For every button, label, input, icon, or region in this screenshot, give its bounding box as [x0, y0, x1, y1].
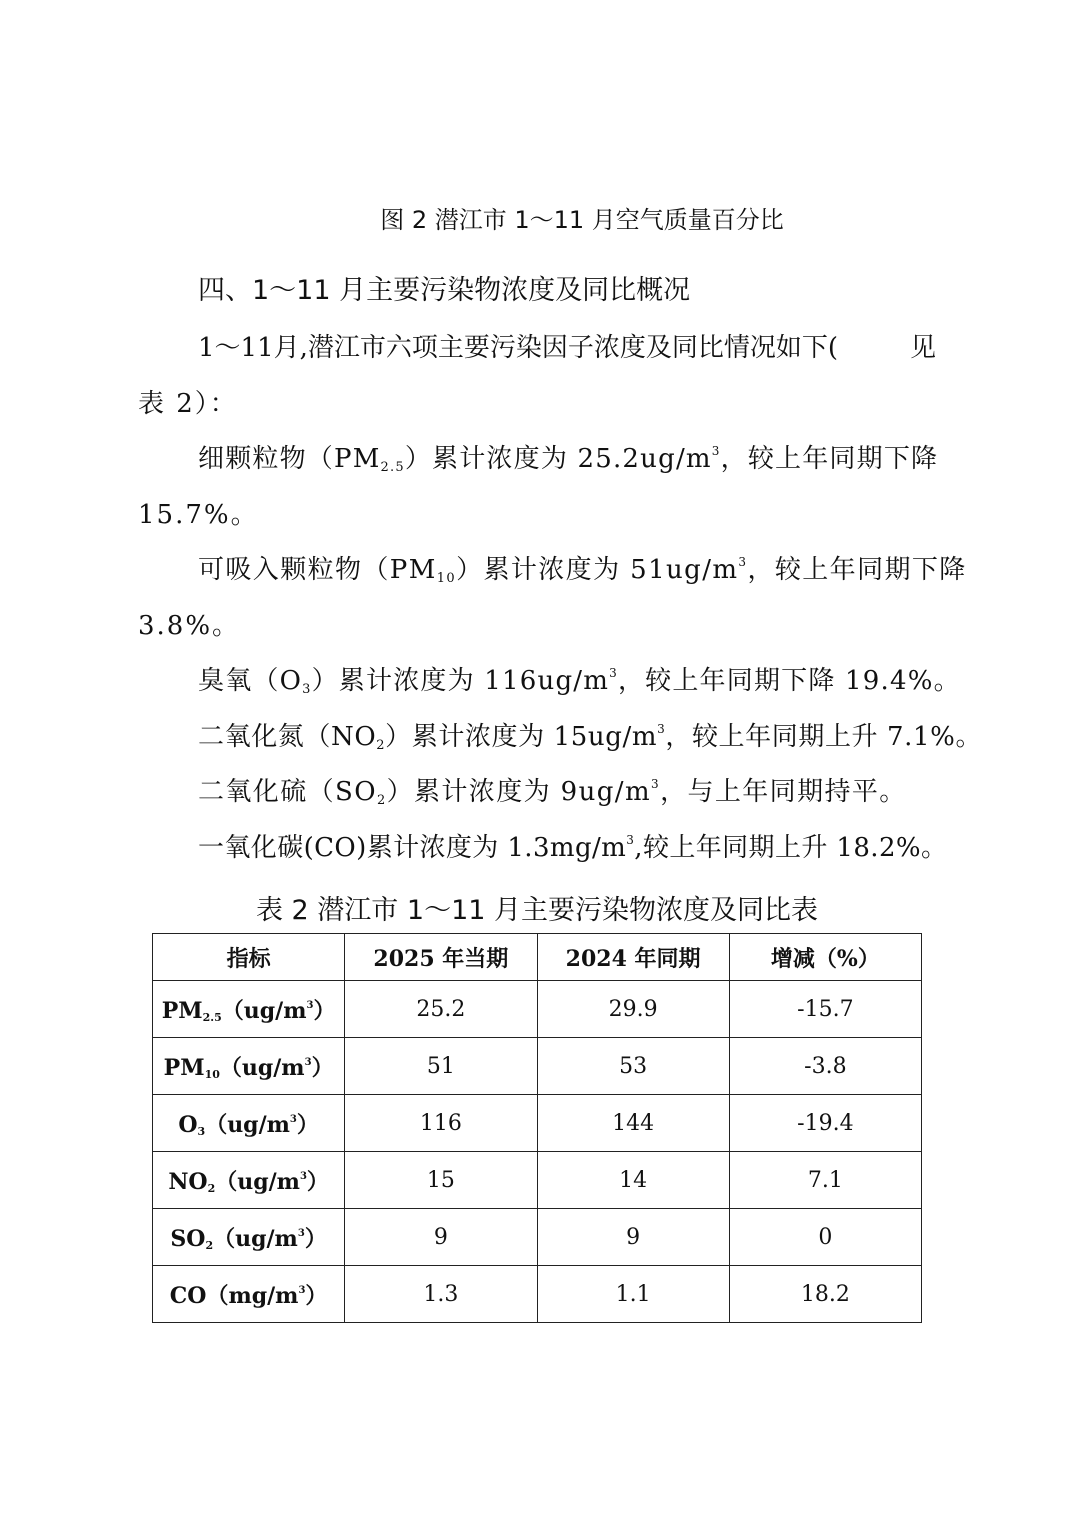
table-caption: 表 2 潜江市 1～11 月主要污染物浓度及同比表: [255, 895, 819, 926]
pm25-text-a: 细颗粒物（PM: [198, 444, 381, 474]
metric-superscript: 3: [289, 1113, 297, 1125]
pm25-paragraph-line-1: [198, 438, 938, 475]
metric-close: ）: [305, 1282, 328, 1309]
metric-cell: [153, 1266, 345, 1323]
pm10-paragraph-line-1: [198, 549, 967, 586]
metric-unit: （ug/m: [205, 1111, 290, 1138]
so2-text-c: ，与上年同期持平。: [660, 777, 907, 807]
no2-text-c: ，较上年同期上升 7.1%。: [665, 722, 983, 752]
intro-text-end: 见: [909, 333, 936, 363]
metric-subscript: 2.5: [202, 1010, 222, 1024]
pm25-text-b: ）累计浓度为 25.2ug/m: [404, 444, 712, 474]
pollutant-table: [152, 933, 922, 1323]
metric-close: ）: [306, 1168, 329, 1195]
table-header-row: [153, 934, 922, 981]
metric-text: O: [178, 1111, 198, 1138]
current-cell: 9: [345, 1209, 537, 1266]
metric-close: ）: [313, 997, 336, 1024]
previous-cell: 144: [537, 1095, 729, 1152]
change-cell: -19.4: [729, 1095, 921, 1152]
pm10-paragraph-line-2: 3.8%。: [138, 611, 241, 641]
metric-unit: （ug/m: [213, 1225, 298, 1252]
no2-paragraph: [198, 716, 982, 753]
metric-text: PM: [163, 1054, 205, 1081]
so2-paragraph: [198, 771, 907, 808]
so2-text-b: ）累计浓度为 9ug/m: [386, 777, 652, 807]
table-row: [153, 981, 922, 1038]
metric-text: CO（mg/m: [169, 1282, 299, 1309]
metric-cell: [153, 1209, 345, 1266]
table-row: [153, 1038, 922, 1095]
change-cell: 7.1: [729, 1152, 921, 1209]
pm25-unit-superscript: 3: [711, 444, 721, 458]
o3-text-a: 臭氧（O: [198, 666, 303, 696]
metric-close: ）: [304, 1225, 327, 1252]
table-row: [153, 1266, 922, 1323]
previous-cell: 53: [537, 1038, 729, 1095]
previous-cell: 29.9: [537, 981, 729, 1038]
metric-subscript: 2: [207, 1181, 216, 1195]
so2-unit-superscript: 3: [651, 777, 661, 791]
so2-subscript: 2: [376, 793, 387, 808]
metric-cell: [153, 981, 345, 1038]
o3-text-c: ，较上年同期下降 19.4%。: [617, 666, 961, 696]
metric-unit: （ug/m: [221, 997, 307, 1024]
o3-paragraph: [198, 660, 961, 697]
current-cell: 15: [345, 1152, 537, 1209]
metric-close: ）: [296, 1111, 319, 1138]
table-row: [153, 1152, 922, 1209]
metric-unit: （ug/m: [219, 1054, 305, 1081]
co-text-b: ,较上年同期上升 18.2%。: [634, 833, 948, 863]
change-cell: -15.7: [729, 981, 921, 1038]
change-cell: 18.2: [729, 1266, 921, 1323]
metric-unit: （ug/m: [215, 1168, 300, 1195]
o3-text-b: ）累计浓度为 116ug/m: [311, 666, 610, 696]
no2-unit-superscript: 3: [657, 722, 666, 736]
pm25-subscript: 2.5: [380, 460, 405, 475]
current-cell: 1.3: [345, 1266, 537, 1323]
header-change: 增减（%）: [729, 934, 921, 981]
co-paragraph: [198, 827, 947, 864]
metric-cell: [153, 1038, 345, 1095]
pm10-subscript: 10: [436, 571, 457, 586]
pm25-text-c: ，较上年同期下降: [720, 444, 939, 474]
header-previous: 2024 年同期: [537, 934, 729, 981]
header-metric: 指标: [153, 934, 345, 981]
previous-cell: 9: [537, 1209, 729, 1266]
no2-text-a: 二氧化氮（NO: [198, 722, 377, 752]
no2-text-b: ）累计浓度为 15ug/m: [385, 722, 658, 752]
pm25-paragraph-line-2: 15.7%。: [138, 500, 259, 530]
metric-text: NO: [168, 1168, 208, 1195]
metric-cell: [153, 1152, 345, 1209]
metric-superscript: 3: [297, 1227, 305, 1239]
current-cell: 116: [345, 1095, 537, 1152]
co-unit-superscript: 3: [626, 833, 635, 847]
previous-cell: 14: [537, 1152, 729, 1209]
metric-cell: [153, 1095, 345, 1152]
metric-close: ）: [311, 1054, 334, 1081]
pm10-unit-superscript: 3: [738, 555, 748, 569]
figure-caption: 图 2 潜江市 1～11 月空气质量百分比: [380, 206, 784, 234]
header-current: 2025 年当期: [345, 934, 537, 981]
intro-paragraph-line-1: [198, 327, 936, 364]
current-cell: 25.2: [345, 981, 537, 1038]
intro-paragraph-line-2: 表 2）：: [138, 389, 238, 419]
so2-text-a: 二氧化硫（SO: [198, 777, 377, 807]
pm10-text-b: ）累计浓度为 51ug/m: [456, 555, 739, 585]
table-row: [153, 1209, 922, 1266]
pm10-text-c: ，较上年同期下降: [747, 555, 967, 585]
metric-superscript: 3: [304, 1056, 312, 1068]
metric-text: PM: [161, 997, 203, 1024]
metric-subscript: 3: [197, 1124, 206, 1138]
pm10-text-a: 可吸入颗粒物（PM: [198, 555, 437, 585]
co-text-a: 一氧化碳(CO)累计浓度为 1.3mg/m: [198, 833, 627, 863]
metric-subscript: 10: [204, 1067, 220, 1081]
o3-unit-superscript: 3: [609, 666, 618, 680]
no2-subscript: 2: [376, 738, 386, 753]
current-cell: 51: [345, 1038, 537, 1095]
metric-superscript: 3: [299, 1170, 307, 1182]
previous-cell: 1.1: [537, 1266, 729, 1323]
metric-text: SO: [170, 1225, 206, 1252]
section-heading: 四、1～11 月主要污染物浓度及同比概况: [198, 275, 691, 306]
metric-superscript: 3: [306, 999, 314, 1011]
metric-superscript: 3: [298, 1284, 306, 1296]
metric-subscript: 2: [205, 1238, 214, 1252]
change-cell: -3.8: [729, 1038, 921, 1095]
table-row: [153, 1095, 922, 1152]
intro-text: 1～11月,潜江市六项主要污染因子浓度及同比情况如下(: [198, 333, 839, 363]
o3-subscript: 3: [302, 682, 312, 697]
change-cell: 0: [729, 1209, 921, 1266]
